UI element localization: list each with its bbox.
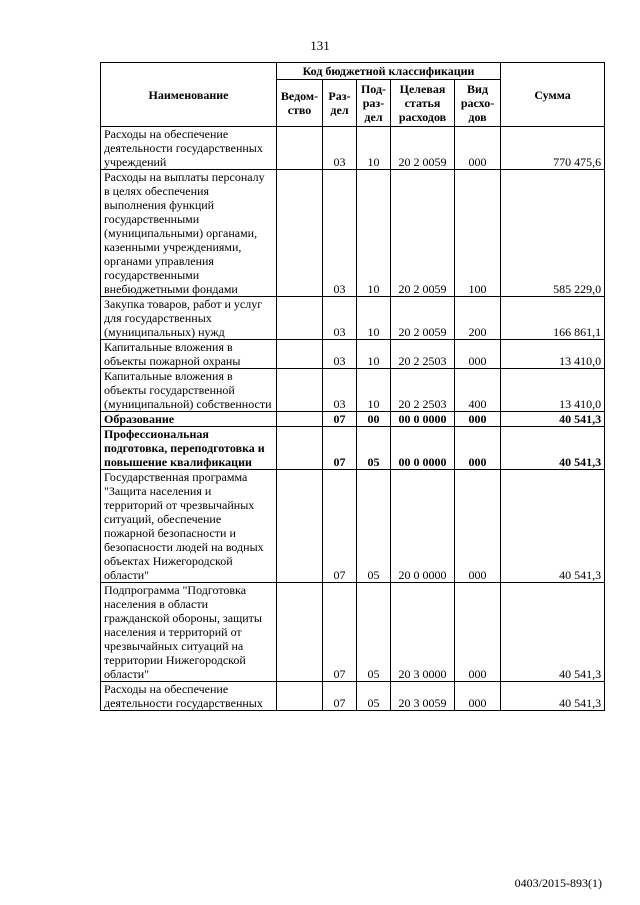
- row-target: 00 0 0000: [391, 412, 455, 427]
- header-code-group: Код бюджетной классификации: [277, 63, 501, 80]
- table-row: [101, 583, 605, 682]
- row-target: 20 2 2503: [391, 340, 455, 369]
- row-target: 20 2 2503: [391, 369, 455, 412]
- row-section: 03: [323, 170, 357, 297]
- row-section: 07: [323, 682, 357, 711]
- header-target: Целевая статья расходов: [391, 80, 455, 127]
- row-target: 20 2 0059: [391, 297, 455, 340]
- table-row: [101, 127, 605, 170]
- row-section: 03: [323, 369, 357, 412]
- table-row: [101, 470, 605, 583]
- row-sum: 166 861,1: [501, 297, 605, 340]
- row-sum: 13 410,0: [501, 369, 605, 412]
- header-subsection: Под-раз-дел: [357, 80, 391, 127]
- row-expense-type: 100: [455, 170, 501, 297]
- row-department: [277, 369, 323, 412]
- row-target: 20 0 0000: [391, 470, 455, 583]
- row-expense-type: 200: [455, 297, 501, 340]
- document-code: 0403/2015-893(1): [514, 876, 602, 890]
- row-expense-type: 000: [455, 470, 501, 583]
- row-subsection: 05: [357, 427, 391, 470]
- table-body: [101, 127, 605, 711]
- row-expense-type: 000: [455, 583, 501, 682]
- header-name: Наименование: [101, 63, 277, 127]
- table-row: [101, 412, 605, 427]
- table-row: [101, 427, 605, 470]
- table-row: [101, 170, 605, 297]
- row-subsection: 05: [357, 583, 391, 682]
- row-subsection: 10: [357, 369, 391, 412]
- row-sum: 40 541,3: [501, 682, 605, 711]
- row-department: [277, 412, 323, 427]
- row-target: 20 2 0059: [391, 127, 455, 170]
- row-sum: 585 229,0: [501, 170, 605, 297]
- row-expense-type: 000: [455, 127, 501, 170]
- row-department: [277, 470, 323, 583]
- row-name: Расходы на обеспечение деятельности государственных учреждений: [101, 127, 277, 170]
- row-name: Закупка товаров, работ и услуг для государственных (муниципальных) нужд: [101, 297, 277, 340]
- row-name: Государственная программа "Защита населения и территорий от чрезвычайных ситуаций, обеспечение пожарной безопасности и безопасности людей на водных объектах Нижегородской области": [101, 470, 277, 583]
- row-name: Профессиональная подготовка, переподготовка и повышение квалификации: [101, 427, 277, 470]
- row-target: 00 0 0000: [391, 427, 455, 470]
- row-expense-type: 400: [455, 369, 501, 412]
- row-section: 03: [323, 297, 357, 340]
- row-name: Образование: [101, 412, 277, 427]
- row-department: [277, 340, 323, 369]
- row-name: Расходы на обеспечение деятельности государственных: [101, 682, 277, 711]
- row-section: 07: [323, 583, 357, 682]
- budget-table: [100, 62, 605, 711]
- row-name: Капитальные вложения в объекты пожарной охраны: [101, 340, 277, 369]
- row-section: 07: [323, 427, 357, 470]
- row-name: Расходы на выплаты персоналу в целях обеспечения выполнения функций государственными (муниципальными) органами, казенными учреждениями, органами управления государственными внебюджетными фондами: [101, 170, 277, 297]
- row-section: 03: [323, 340, 357, 369]
- table-row: [101, 369, 605, 412]
- row-sum: 40 541,3: [501, 470, 605, 583]
- row-target: 20 3 0000: [391, 583, 455, 682]
- row-name: Подпрограмма "Подготовка населения в области гражданской обороны, защиты населения и территорий от чрезвычайных ситуаций на территории Нижегородской области": [101, 583, 277, 682]
- row-name: Капитальные вложения в объекты государственной (муниципальной) собственности: [101, 369, 277, 412]
- row-subsection: 00: [357, 412, 391, 427]
- row-department: [277, 127, 323, 170]
- row-subsection: 10: [357, 170, 391, 297]
- row-sum: 40 541,3: [501, 583, 605, 682]
- row-sum: 13 410,0: [501, 340, 605, 369]
- row-sum: 40 541,3: [501, 412, 605, 427]
- row-target: 20 2 0059: [391, 170, 455, 297]
- row-department: [277, 427, 323, 470]
- row-expense-type: 000: [455, 682, 501, 711]
- header-department: Ведом-ство: [277, 80, 323, 127]
- row-sum: 40 541,3: [501, 427, 605, 470]
- page-number: 131: [310, 38, 330, 53]
- row-department: [277, 682, 323, 711]
- row-department: [277, 297, 323, 340]
- table-row: [101, 682, 605, 711]
- header-expense-type: Вид расхо-дов: [455, 80, 501, 127]
- row-section: 07: [323, 470, 357, 583]
- header-section: Раз-дел: [323, 80, 357, 127]
- row-expense-type: 000: [455, 412, 501, 427]
- row-department: [277, 170, 323, 297]
- row-expense-type: 000: [455, 427, 501, 470]
- table-row: [101, 340, 605, 369]
- table-row: [101, 297, 605, 340]
- row-target: 20 3 0059: [391, 682, 455, 711]
- row-department: [277, 583, 323, 682]
- row-subsection: 10: [357, 297, 391, 340]
- row-expense-type: 000: [455, 340, 501, 369]
- row-section: 03: [323, 127, 357, 170]
- row-subsection: 10: [357, 340, 391, 369]
- row-sum: 770 475,6: [501, 127, 605, 170]
- row-section: 07: [323, 412, 357, 427]
- header-sum: Сумма: [501, 63, 605, 127]
- row-subsection: 10: [357, 127, 391, 170]
- row-subsection: 05: [357, 682, 391, 711]
- row-subsection: 05: [357, 470, 391, 583]
